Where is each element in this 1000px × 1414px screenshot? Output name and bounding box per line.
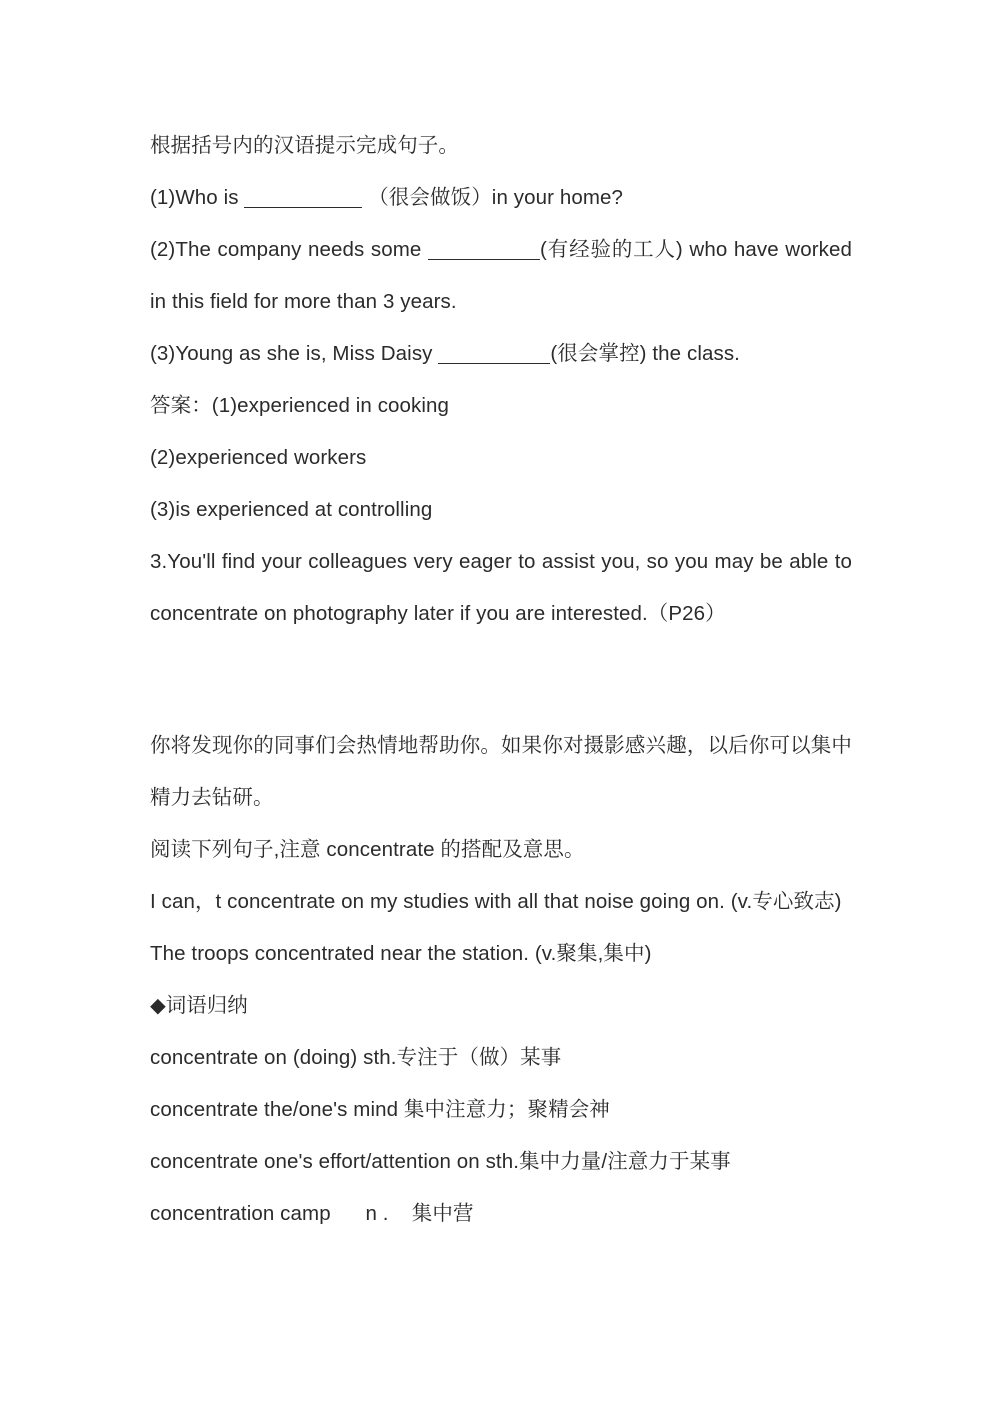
answer-line-2: (2)experienced workers — [150, 446, 367, 469]
section-heading-row — [150, 980, 852, 1032]
phrase-item-2: concentrate the/one's mind 集中注意力；聚精会神 — [150, 1098, 610, 1121]
question-2-prefix: (2)The company needs some — [150, 238, 429, 261]
section-heading-label: 词语归纳 — [165, 994, 248, 1017]
question-2 — [150, 224, 858, 328]
item-3-sentence: 3.You'll find your colleagues very eager to assist you, so you may be able to concentrate on photography later if you are interested.（P26） — [150, 550, 858, 625]
question-2-blank[interactable] — [428, 238, 540, 260]
question-3 — [150, 328, 852, 380]
document-content — [150, 120, 858, 1240]
read-note: 阅读下列句子,注意 concentrate 的搭配及意思。 — [150, 838, 585, 861]
phrase-item-1: concentrate on (doing) sth.专注于（做）某事 — [150, 1046, 562, 1069]
section-spacer — [150, 640, 852, 720]
chinese-translation: 你将发现你的同事们会热情地帮助你。如果你对摄影感兴趣，以后你可以集中精力去钻研。 — [150, 734, 852, 809]
answer-line-3: (3)is experienced at controlling — [150, 498, 433, 521]
question-1 — [150, 172, 852, 224]
phrase-item-3: concentrate one's effort/attention on sth.集中力量/注意力于某事 — [150, 1150, 731, 1173]
question-3-suffix: (很会掌控) the class. — [550, 342, 740, 365]
question-3-prefix: (3)Young as she is, Miss Daisy — [150, 342, 439, 365]
example-sentence-2: The troops concentrated near the station. (v.聚集,集中) — [150, 942, 652, 965]
question-1-blank[interactable] — [244, 186, 362, 208]
question-2-suffix: (有经验的工人) who have worked in this field for more than 3 years. — [150, 238, 858, 313]
diamond-bullet-icon: ◆ — [150, 994, 166, 1017]
question-3-blank[interactable] — [438, 342, 550, 364]
question-1-prefix: (1)Who is — [150, 186, 245, 209]
phrase-item-4: concentration camp n . 集中营 — [150, 1202, 474, 1225]
question-1-suffix: （很会做饭）in your home? — [362, 186, 624, 209]
example-sentence-1: I can，t concentrate on my studies with all that noise going on. (v.专心致志) — [150, 890, 842, 913]
answer-line-1: 答案：(1)experienced in cooking — [150, 394, 450, 417]
instruction-line: 根据括号内的汉语提示完成句子。 — [150, 134, 459, 157]
